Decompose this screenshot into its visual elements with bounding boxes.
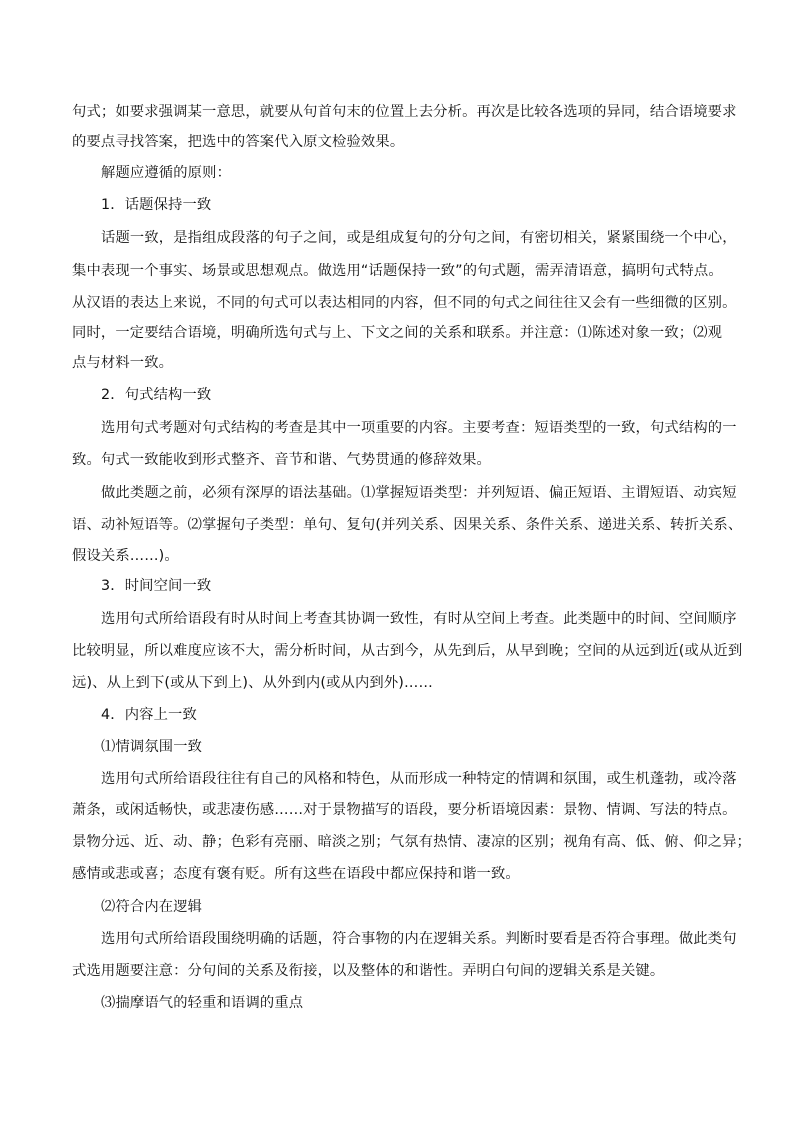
paragraph-line: 句式；如要求强调某一意思，就要从句首句末的位置上去分析。再次是比较各选项的异同，结合语境要求: [72, 104, 737, 120]
paragraph-line: 从汉语的表达上来说，不同的句式可以表达相同的内容，但不同的句式之间往往又会有一些细微的区别。: [72, 295, 737, 311]
subsection-heading: ⑴情调氛围一致: [101, 739, 203, 755]
section-heading: 3．时间空间一致: [101, 578, 212, 594]
section-intro: 解题应遵循的原则：: [101, 165, 232, 181]
section-heading: 1．话题保持一致: [101, 197, 212, 213]
paragraph-line: 点与材料一致。: [72, 355, 174, 371]
paragraph-line: 选用句式所给语段有时从时间上考查其协调一致性，有时从空间上考查。此类题中的时间、空间顺序: [101, 611, 737, 627]
paragraph-line: 远)、从上到下(或从下到上)、从外到内(或从内到外)……: [72, 675, 433, 691]
section-heading: 4．内容上一致: [101, 707, 197, 723]
paragraph-line: 选用句式所给语段围绕明确的话题，符合事物的内在逻辑关系。判断时要看是否符合事理。做此类句: [101, 931, 737, 947]
subsection-heading: ⑶揣摩语气的轻重和语调的重点: [101, 995, 304, 1011]
subsection-heading: ⑵符合内在逻辑: [101, 899, 203, 915]
paragraph-line: 致。句式一致能收到形式整齐、音节和谐、气势贯通的修辞效果。: [72, 452, 491, 468]
paragraph-line: 同时，一定要结合语境，明确所选句式与上、下文之间的关系和联系。并注意：⑴陈述对象一致；⑵观: [72, 325, 723, 341]
paragraph-line: 选用句式考题对句式结构的考查是其中一项重要的内容。主要考查：短语类型的一致，句式结构的一: [101, 420, 737, 436]
paragraph-line: 感情或悲或喜；态度有褒有贬。所有这些在语段中都应保持和谐一致。: [72, 866, 520, 882]
paragraph-line: 景物分远、近、动、静；色彩有亮丽、暗淡之别；气氛有热情、凄凉的区别；视角有高、低、俯、仰之异；: [72, 834, 751, 850]
paragraph-line: 假设关系……)。: [72, 548, 179, 564]
paragraph-line: 比较明显，所以难度应该不大，需分析时间，从古到今，从先到后，从早到晚；空间的从远到近(或从近到: [72, 643, 743, 659]
paragraph-line: 语、动补短语等。⑵掌握句子类型：单句、复句(并列关系、因果关系、条件关系、递进关系、转折关系、: [72, 517, 743, 533]
paragraph-line: 选用句式所给语段往往有自己的风格和特色，从而形成一种特定的情调和氛围，或生机蓬勃，或冷落: [101, 771, 737, 787]
paragraph-line: 式选用题要注意：分句间的关系及衔接，以及整体的和谐性。弄明白句间的逻辑关系是关键。: [72, 963, 665, 979]
paragraph-line: 话题一致，是指组成段落的句子之间，或是组成复句的分句之间，有密切相关，紧紧围绕一个中心，: [101, 230, 737, 246]
paragraph-line: 的要点寻找答案，把选中的答案代入原文检验效果。: [72, 134, 405, 150]
paragraph-line: 集中表现一个事实、场景或思想观点。做选用“话题保持一致”的句式题，需弄清语意，搞明句式特点。: [72, 263, 723, 279]
section-heading: 2．句式结构一致: [101, 387, 212, 403]
paragraph-line: 做此类题之前，必须有深厚的语法基础。⑴掌握短语类型：并列短语、偏正短语、主谓短语、动宾短: [101, 485, 737, 501]
paragraph-line: 萧条，或闲适畅快，或悲凄伤感……对于景物描写的语段，要分析语境因素：景物、情调、写法的特点。: [72, 802, 737, 818]
